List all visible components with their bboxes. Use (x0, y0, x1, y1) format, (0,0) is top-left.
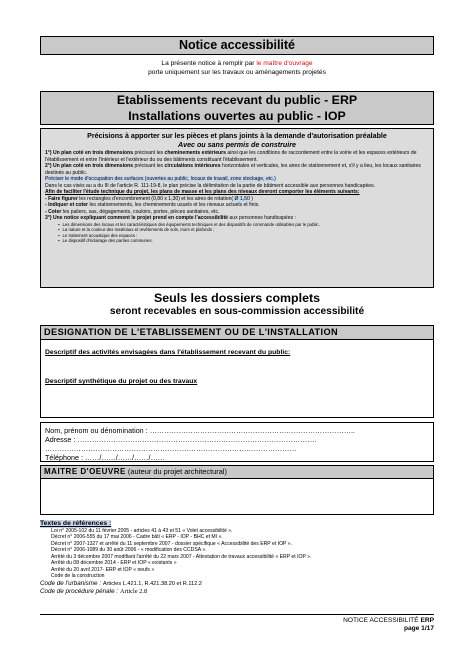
address-label: Adresse : (45, 435, 78, 444)
list-item: ▪ La nature et la couleur des matériaux et revêtements de sols, murs et plafonds ; (65, 227, 429, 232)
reference-item: Arrêté du 3 décembre 2007 modifiant l'arrêté du 22 mars 2007 - Attestation de travaux accessibilité « ERP et IOP ». (51, 553, 312, 560)
code-urbanisme-value: Articles L.421.1, R.421.38.20 et R.112.2 (102, 580, 202, 587)
code-urbanisme (40, 580, 434, 588)
precision-item-3: 3°) Une notice expliquant comment le projet prend en compte l'accessibilité aux personnes handicapées : (45, 215, 296, 222)
notice-bullets (62, 222, 429, 244)
page-title: Notice accessibilité (178, 38, 296, 52)
precision-item-surfaces: Préciser le mode d'occupation des surfaces (ouvertes au public, locaux de travail, zone stockage, etc.) (45, 176, 276, 183)
name-dots: ………………………………………………………………………….. (149, 426, 355, 435)
name-label: Nom, prénom ou dénomination : (45, 426, 150, 435)
references-heading: Textes de références : (40, 520, 112, 527)
notice-title-box (40, 36, 434, 55)
intro-prefix: La présente notice à remplir par (161, 60, 257, 67)
code-penal-value: Article 2.8 (119, 587, 148, 595)
project-description-label: Descriptif synthétique du projet ou des travaux (45, 378, 198, 385)
maitre-oeuvre-heading (41, 466, 433, 479)
list-item: ▪ Le traitement acoustique des espaces : (65, 233, 429, 238)
maitre-oeuvre-title: MAITRE D'OEUVRE (44, 467, 126, 476)
reference-item: Décret n° 2006-1089 du 30 août 2006 - « modification des CCDSA ». (51, 547, 207, 553)
phone-value: ……/……/……/……/…… (84, 453, 165, 462)
precisions-heading: Précisions à apporter sur les pièces et plans joints à la demande d'autorisation préalable (87, 132, 387, 140)
intro-text (40, 60, 434, 77)
complete-files-notice (40, 291, 434, 318)
erp-heading-box (40, 91, 434, 125)
designation-heading: DESIGNATION DE L'ETABLISSEMENT OU DE L'INSTALLATION (41, 326, 433, 340)
address-field-2[interactable] (45, 444, 297, 453)
footer-notice (343, 617, 434, 625)
precision-item-figurer: - Faire figurer les rectangles d'encombrement (0,80 x 1,30) et les aires de rotation( Ø 1,50 ) (45, 195, 253, 202)
precision-item-indiquer: - Indiquer et coter les stationnements, les cheminements usuels et les niveaux actuels et finis. (45, 202, 260, 209)
maitre-oeuvre-subtitle: (auteur du projet architectural) (125, 467, 227, 476)
reference-item: Arrêté du 08 décembre 2014 - ERP et IOP « existants » (51, 560, 177, 566)
maitre-ouvrage-text: le maître d'ouvrage (256, 60, 313, 67)
code-procedure-penale (40, 588, 434, 596)
code-penal-label: Code de procédure pénale : (40, 587, 120, 595)
precision-item-elements: Afin de faciliter l'étude technique du projet, les plans de masse et les plans des niveaux devront comporter les éléments suivants: (45, 189, 360, 196)
activities-description-label: Descriptif des activités envisagées dans l'établissement recevant du public: (45, 349, 291, 356)
intro-line-2: porte uniquement sur les travaux ou aménagements projetés (148, 68, 326, 76)
address-dots: ………………………………………………………………………………………. (77, 435, 317, 444)
footer-divider (40, 614, 434, 615)
code-urbanisme-label: Code de l'urbanisme : (40, 579, 103, 587)
page-footer (343, 617, 434, 633)
reference-item: Décret n° 2006-555 du 17 mai 2006 - Cadre bâti « ERP - IOP - BHC et MI ». (51, 534, 223, 540)
reference-item: Code de la construction (51, 573, 105, 579)
complete-files-line-2: seront recevables en sous-commission accessibilité (109, 306, 365, 317)
address-dots-2: …………………………………………………………………………………………… (45, 444, 297, 453)
footer-notice-erp: ERP (420, 617, 434, 624)
precision-item-delimitation: Dans le cas visés au a du III de l'article R. 111-19-8, le plan précise la délimitation de la partie de bâtiment accessible aux personnes handicapées. (45, 182, 376, 189)
precisions-subheading: Avec ou sans permis de construire (178, 140, 296, 149)
iop-heading: Installations ouvertes au public - IOP (128, 108, 346, 123)
contact-box (40, 422, 434, 462)
phone-field[interactable] (45, 453, 165, 462)
list-item: ▪ Les dimensions des locaux et les caractéristiques des équipements techniques et des dispositifs de commande utilisables par le public. (65, 222, 429, 227)
phone-label: Téléphone : (45, 453, 85, 462)
erp-heading: Etablissements recevant du public - ERP (116, 93, 358, 107)
reference-item: Arrêté du 20 avril 2017- ERP et IOP « neufs » (51, 566, 155, 573)
reference-item: Loi n° 2005-102 du 11 février 2005 - articles 41 à 43 et 51 « Volet accessibilité ». (51, 527, 233, 534)
address-field[interactable] (45, 435, 317, 444)
footer-notice-text: NOTICE ACCESSIBILITÉ (343, 617, 421, 624)
precision-item-coter: - Coter les paliers, sas, dégagements, couloirs, portes, pièces sanitaires, etc. (45, 208, 220, 215)
precision-item-2: 2°) Un plan coté en trois dimensions précisant les circulations intérieures horizontales et verticales, les aires de stationnement et, s'il y a lieu, les locaux sanitaires destinés au public. (45, 163, 421, 176)
complete-files-line-1: Seuls les dossiers complets (154, 291, 320, 305)
intro-line-1 (40, 60, 434, 69)
reference-item: Décret n° 2007-1327 et arrêté du 11 septembre 2007 - dossier spécifique « Accessibilité des ERP et IOP ». (51, 540, 293, 547)
precisions-box (40, 128, 434, 288)
precision-item-1: 1°) Un plan coté en trois dimensions précisant les cheminements extérieurs ainsi que les conditions de raccordement entre la voirie et les espaces extérieurs de l'établissement et entre l'intérieur et l'extérieur du ou des bâtiments constituant l'établissement. (45, 150, 417, 163)
references-section (40, 520, 434, 596)
name-field[interactable] (45, 426, 355, 435)
page-number: page 1/17 (403, 625, 434, 632)
list-item: ▪ Le dispositif d'éclairage des parties communes. (65, 238, 429, 243)
designation-box (40, 325, 434, 418)
maitre-oeuvre-box (40, 465, 434, 515)
